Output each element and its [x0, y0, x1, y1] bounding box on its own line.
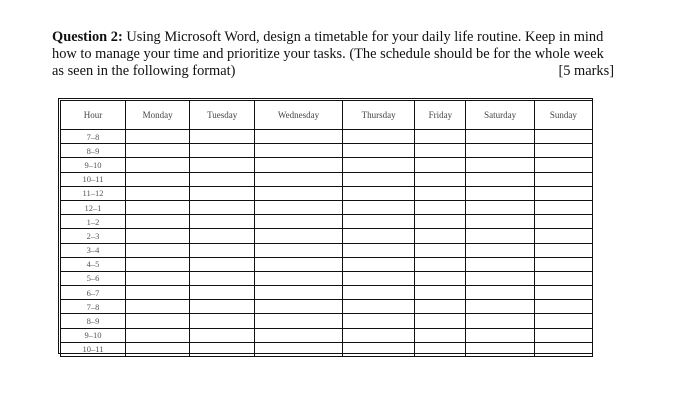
schedule-cell[interactable] — [534, 286, 592, 300]
schedule-cell[interactable] — [466, 300, 535, 314]
schedule-cell[interactable] — [190, 300, 255, 314]
schedule-cell[interactable] — [190, 257, 255, 271]
hour-cell: 8–9 — [61, 314, 126, 328]
schedule-cell[interactable] — [126, 215, 190, 229]
question-line-1-text: Using Microsoft Word, design a timetable for your daily life routine. Keep in mind — [122, 29, 604, 45]
schedule-cell[interactable] — [126, 130, 190, 144]
schedule-cell[interactable] — [190, 158, 255, 172]
schedule-cell[interactable] — [342, 186, 415, 200]
schedule-cell[interactable] — [415, 328, 466, 342]
schedule-cell[interactable] — [534, 229, 592, 243]
table-row — [61, 342, 593, 356]
schedule-cell[interactable] — [126, 271, 190, 285]
schedule-cell[interactable] — [126, 286, 190, 300]
schedule-cell[interactable] — [255, 215, 343, 229]
table-row — [61, 314, 593, 328]
schedule-cell[interactable] — [534, 200, 592, 214]
table-row — [61, 229, 593, 243]
schedule-cell[interactable] — [466, 172, 535, 186]
schedule-cell[interactable] — [534, 158, 592, 172]
hour-cell: 1–2 — [61, 215, 126, 229]
schedule-cell[interactable] — [126, 186, 190, 200]
schedule-cell[interactable] — [342, 215, 415, 229]
schedule-cell[interactable] — [415, 300, 466, 314]
schedule-cell[interactable] — [466, 328, 535, 342]
schedule-cell[interactable] — [534, 314, 592, 328]
table-row — [61, 172, 593, 186]
question-line-2: how to manage your time and prioritize your tasks. (The schedule should be for the whole week — [52, 46, 604, 62]
hour-cell: 10–11 — [61, 342, 126, 356]
schedule-cell[interactable] — [466, 286, 535, 300]
question-line-3: as seen in the following format) — [52, 63, 236, 79]
schedule-cell[interactable] — [255, 229, 343, 243]
table-row — [61, 243, 593, 257]
question-label: Question 2: — [52, 29, 123, 45]
table-row — [61, 300, 593, 314]
schedule-cell[interactable] — [255, 172, 343, 186]
schedule-cell[interactable] — [126, 144, 190, 158]
schedule-cell[interactable] — [190, 286, 255, 300]
header-monday: Monday — [126, 101, 190, 130]
schedule-cell[interactable] — [255, 314, 343, 328]
schedule-cell[interactable] — [342, 300, 415, 314]
hour-cell: 5–6 — [61, 271, 126, 285]
schedule-cell[interactable] — [255, 342, 343, 356]
header-sunday: Sunday — [534, 101, 592, 130]
table-row — [61, 130, 593, 144]
marks-label: [5 marks] — [558, 63, 614, 79]
hour-cell: 12–1 — [61, 200, 126, 214]
hour-cell: 2–3 — [61, 229, 126, 243]
schedule-cell[interactable] — [190, 172, 255, 186]
schedule-cell[interactable] — [342, 200, 415, 214]
schedule-cell[interactable] — [190, 243, 255, 257]
header-thursday: Thursday — [342, 101, 415, 130]
hour-cell: 8–9 — [61, 144, 126, 158]
header-wednesday: Wednesday — [255, 101, 343, 130]
schedule-cell[interactable] — [342, 314, 415, 328]
header-hour: Hour — [61, 101, 126, 130]
schedule-cell[interactable] — [415, 229, 466, 243]
schedule-cell[interactable] — [415, 243, 466, 257]
timetable-body — [61, 130, 593, 357]
schedule-cell[interactable] — [255, 286, 343, 300]
schedule-cell[interactable] — [126, 257, 190, 271]
schedule-cell[interactable] — [126, 172, 190, 186]
schedule-cell[interactable] — [126, 158, 190, 172]
schedule-cell[interactable] — [342, 286, 415, 300]
schedule-cell[interactable] — [342, 172, 415, 186]
schedule-cell[interactable] — [415, 186, 466, 200]
schedule-cell[interactable] — [255, 200, 343, 214]
header-saturday: Saturday — [466, 101, 535, 130]
schedule-cell[interactable] — [255, 328, 343, 342]
schedule-cell[interactable] — [190, 144, 255, 158]
schedule-cell[interactable] — [190, 328, 255, 342]
schedule-cell[interactable] — [466, 215, 535, 229]
schedule-cell[interactable] — [342, 243, 415, 257]
header-row — [61, 101, 593, 130]
schedule-cell[interactable] — [466, 144, 535, 158]
schedule-cell[interactable] — [126, 300, 190, 314]
schedule-cell[interactable] — [126, 342, 190, 356]
table-row — [61, 271, 593, 285]
schedule-cell[interactable] — [342, 144, 415, 158]
schedule-cell[interactable] — [342, 328, 415, 342]
schedule-cell[interactable] — [534, 243, 592, 257]
table-row — [61, 200, 593, 214]
schedule-cell[interactable] — [415, 257, 466, 271]
schedule-cell[interactable] — [126, 200, 190, 214]
schedule-cell[interactable] — [255, 158, 343, 172]
question-text — [52, 29, 614, 80]
schedule-cell[interactable] — [415, 314, 466, 328]
schedule-cell[interactable] — [534, 300, 592, 314]
table-row — [61, 158, 593, 172]
schedule-cell[interactable] — [466, 271, 535, 285]
schedule-cell[interactable] — [415, 200, 466, 214]
schedule-cell[interactable] — [415, 286, 466, 300]
hour-cell: 3–4 — [61, 243, 126, 257]
schedule-cell[interactable] — [342, 271, 415, 285]
hour-cell: 9–10 — [61, 328, 126, 342]
schedule-cell[interactable] — [255, 257, 343, 271]
schedule-cell[interactable] — [415, 158, 466, 172]
schedule-cell[interactable] — [415, 144, 466, 158]
table-row — [61, 286, 593, 300]
table-row — [61, 144, 593, 158]
schedule-cell[interactable] — [255, 186, 343, 200]
schedule-cell[interactable] — [466, 342, 535, 356]
schedule-cell[interactable] — [255, 130, 343, 144]
schedule-cell[interactable] — [466, 186, 535, 200]
schedule-cell[interactable] — [126, 314, 190, 328]
question-line-1 — [52, 29, 614, 46]
schedule-cell[interactable] — [466, 314, 535, 328]
schedule-cell[interactable] — [534, 257, 592, 271]
schedule-cell[interactable] — [534, 144, 592, 158]
table-row — [61, 328, 593, 342]
schedule-cell[interactable] — [190, 200, 255, 214]
hour-cell: 6–7 — [61, 286, 126, 300]
schedule-cell[interactable] — [466, 243, 535, 257]
hour-cell: 9–10 — [61, 158, 126, 172]
schedule-cell[interactable] — [415, 215, 466, 229]
header-tuesday: Tuesday — [190, 101, 255, 130]
schedule-cell[interactable] — [255, 300, 343, 314]
schedule-cell[interactable] — [126, 243, 190, 257]
schedule-cell[interactable] — [534, 130, 592, 144]
schedule-cell[interactable] — [190, 314, 255, 328]
header-friday: Friday — [415, 101, 466, 130]
schedule-cell[interactable] — [466, 200, 535, 214]
hour-cell: 10–11 — [61, 172, 126, 186]
schedule-cell[interactable] — [342, 257, 415, 271]
schedule-cell[interactable] — [342, 342, 415, 356]
schedule-cell[interactable] — [190, 215, 255, 229]
schedule-cell[interactable] — [466, 257, 535, 271]
schedule-cell[interactable] — [466, 229, 535, 243]
table-row — [61, 186, 593, 200]
schedule-cell[interactable] — [415, 271, 466, 285]
schedule-cell[interactable] — [190, 229, 255, 243]
schedule-cell[interactable] — [534, 186, 592, 200]
schedule-cell[interactable] — [466, 130, 535, 144]
schedule-cell[interactable] — [415, 130, 466, 144]
hour-cell: 7–8 — [61, 300, 126, 314]
schedule-cell[interactable] — [534, 342, 592, 356]
schedule-cell[interactable] — [534, 328, 592, 342]
table-row — [61, 257, 593, 271]
hour-cell: 7–8 — [61, 130, 126, 144]
schedule-cell[interactable] — [534, 172, 592, 186]
schedule-cell[interactable] — [342, 130, 415, 144]
schedule-cell[interactable] — [415, 342, 466, 356]
schedule-cell[interactable] — [255, 271, 343, 285]
schedule-cell[interactable] — [255, 243, 343, 257]
timetable — [60, 100, 593, 357]
schedule-cell[interactable] — [190, 186, 255, 200]
schedule-cell[interactable] — [534, 271, 592, 285]
schedule-cell[interactable] — [126, 229, 190, 243]
schedule-cell[interactable] — [190, 130, 255, 144]
schedule-cell[interactable] — [190, 271, 255, 285]
schedule-cell[interactable] — [126, 328, 190, 342]
schedule-cell[interactable] — [190, 342, 255, 356]
schedule-cell[interactable] — [466, 158, 535, 172]
hour-cell: 11–12 — [61, 186, 126, 200]
schedule-cell[interactable] — [342, 229, 415, 243]
table-row — [61, 215, 593, 229]
schedule-cell[interactable] — [415, 172, 466, 186]
schedule-cell[interactable] — [342, 158, 415, 172]
hour-cell: 4–5 — [61, 257, 126, 271]
schedule-cell[interactable] — [255, 144, 343, 158]
schedule-cell[interactable] — [534, 215, 592, 229]
